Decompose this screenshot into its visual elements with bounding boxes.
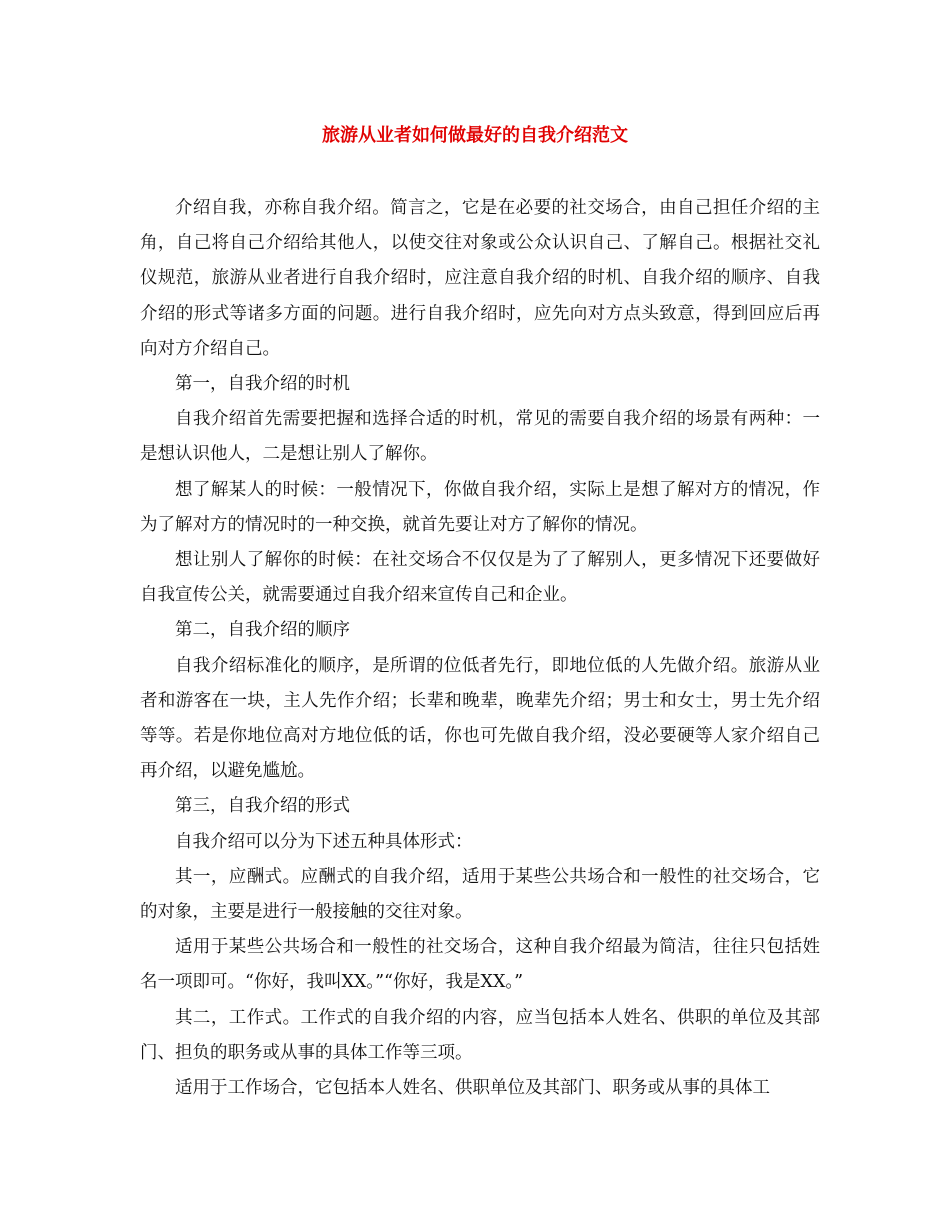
paragraph-form-work: 其二，工作式。工作式的自我介绍的内容，应当包括本人姓名、供职的单位及其部门、担负的职务或从事的具体工作等三项。 [140,1007,820,1063]
paragraph-form-work-usage: 适用于工作场合，它包括本人姓名、供职单位及其部门、职务或从事的具体工 [175,1078,770,1099]
paragraph-timing: 自我介绍首先需要把握和选择合适的时机，常见的需要自我介绍的场景有两种：一是想认识他人，二是想让别人了解你。 [140,409,820,465]
document-body [140,191,820,1106]
document-title: 旅游从业者如何做最好的自我介绍范文 [322,125,628,146]
paragraph-know-others: 想了解某人的时候：一般情况下，你做自我介绍，实际上是想了解对方的情况，作为了解对方的情况时的一种交换，就首先要让对方了解你的情况。 [140,479,820,535]
paragraph-five-forms: 自我介绍可以分为下述五种具体形式： [175,831,473,852]
paragraph-intro: 介绍自我，亦称自我介绍。简言之，它是在必要的社交场合，由自己担任介绍的主角，自己将自己介绍给其他人，以使交往对象或公众认识自己、了解自己。根据社交礼仪规范，旅游从业者进行自我介绍时，应注意自我介绍的时机、自我介绍的顺序、自我介绍的形式等诸多方面的问题。进行自我介绍时，应先向对方点头致意，得到回应后再向对方介绍自己。 [140,198,820,359]
section-heading-form: 第三，自我介绍的形式 [175,796,350,817]
paragraph-order: 自我介绍标准化的顺序，是所谓的位低者先行，即地位低的人先做介绍。旅游从业者和游客在一块，主人先作介绍；长辈和晚辈，晚辈先介绍；男士和女士，男士先介绍等等。若是你地位高对方地位低的话，你也可先做自我介绍，没必要硬等人家介绍自己再介绍，以避免尴尬。 [140,655,820,782]
section-heading-timing: 第一，自我介绍的时机 [175,374,350,395]
paragraph-be-known: 想让别人了解你的时候：在社交场合不仅仅是为了了解别人，更多情况下还要做好自我宣传公关，就需要通过自我介绍来宣传自己和企业。 [140,550,820,606]
paragraph-form-social-usage: 适用于某些公共场合和一般性的社交场合，这种自我介绍最为简洁，往往只包括姓名一项即可。“你好，我叫XX。”“你好，我是XX。” [140,937,820,993]
paragraph-form-social: 其一，应酬式。应酬式的自我介绍，适用于某些公共场合和一般性的社交场合，它的对象，主要是进行一般接触的交往对象。 [140,866,820,923]
section-heading-order: 第二，自我介绍的顺序 [175,620,350,641]
